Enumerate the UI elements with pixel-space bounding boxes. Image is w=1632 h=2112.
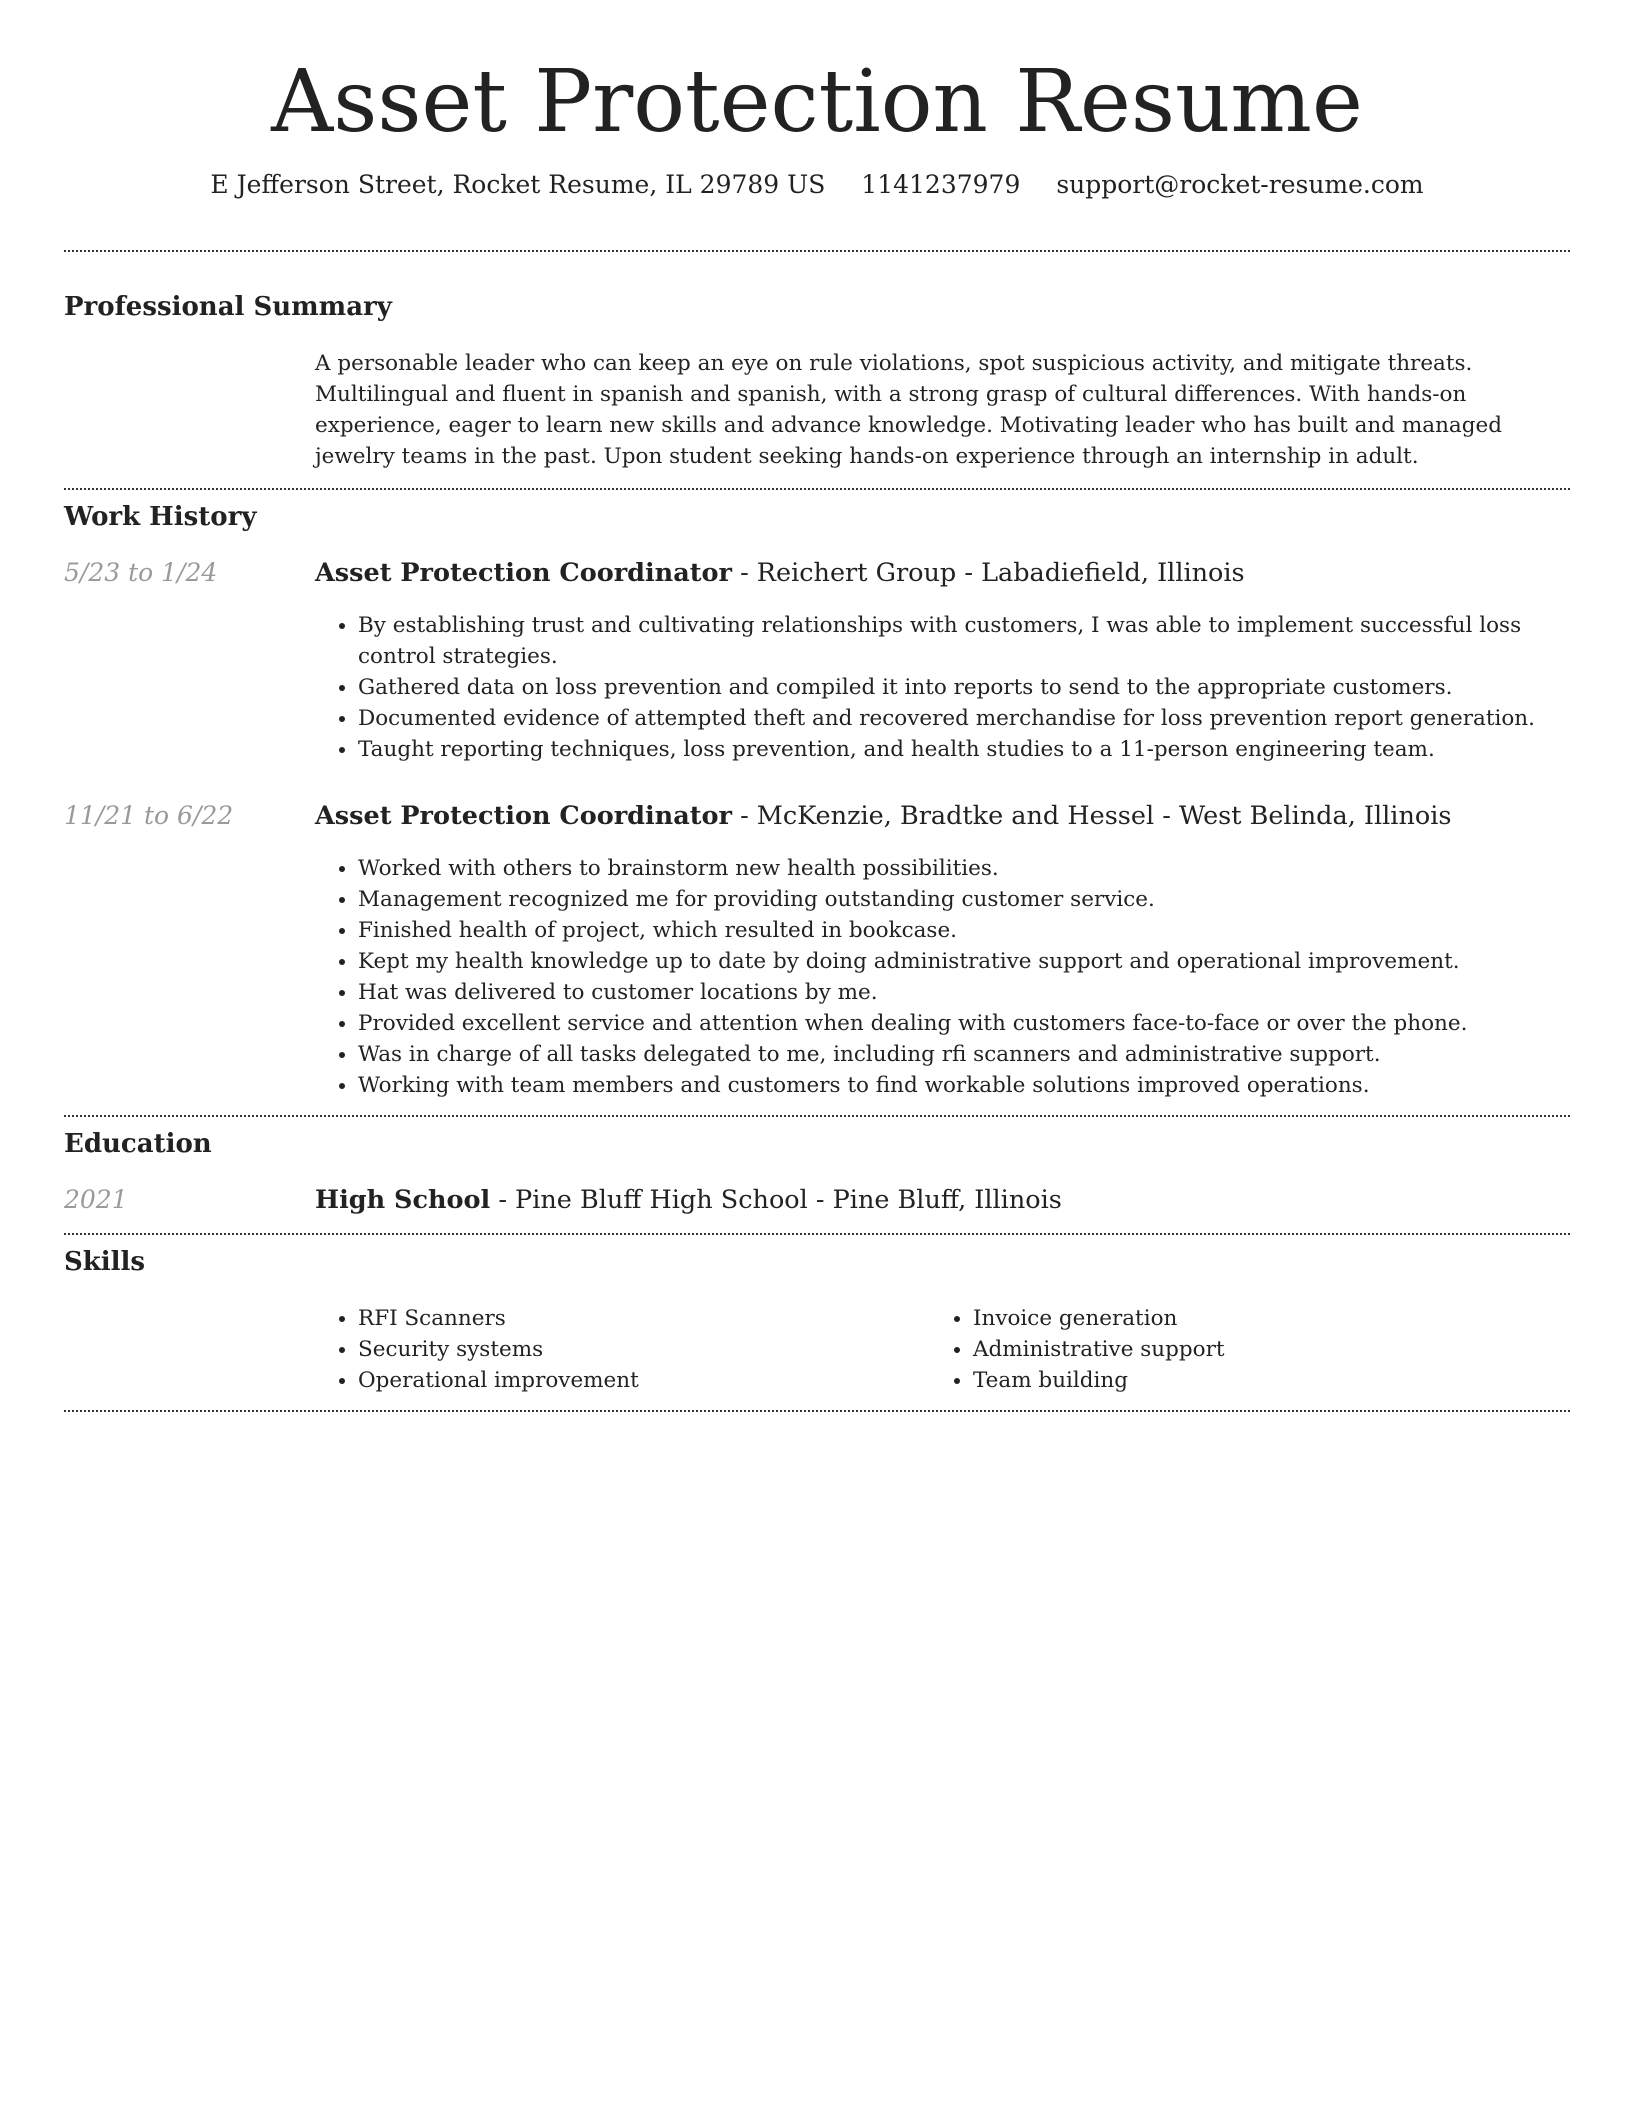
education-details: - Pine Bluff High School - Pine Bluff, Illinois xyxy=(490,1185,1062,1215)
work-history-section xyxy=(64,502,1570,1101)
list-item: • Working with team members and customers to find workable solutions improved operations. xyxy=(358,1070,1568,1101)
list-item: • Worked with others to brainstorm new health possibilities. xyxy=(358,853,1568,884)
job-entry xyxy=(64,801,1570,1101)
list-item: • Finished health of project, which resulted in bookcase. xyxy=(358,915,1568,946)
divider xyxy=(64,1233,1570,1235)
job-role: Asset Protection Coordinator xyxy=(315,558,732,588)
contact-info xyxy=(64,170,1570,204)
list-item: • Gathered data on loss prevention and compiled it into reports to send to the appropriate customers. xyxy=(358,672,1568,703)
list-item: • Hat was delivered to customer locations by me. xyxy=(358,977,1568,1008)
list-item: • By establishing trust and cultivating relationships with customers, I was able to implement successful loss control strategies. xyxy=(358,610,1568,672)
job-bullets xyxy=(358,853,1568,1101)
divider xyxy=(64,250,1570,252)
list-item: • Was in charge of all tasks delegated to me, including rfi scanners and administrative support. xyxy=(358,1039,1568,1070)
job-entry xyxy=(64,558,1570,765)
resume-title: Asset Protection Resume xyxy=(271,52,1363,152)
skill-item: • Team building xyxy=(973,1365,1545,1396)
skill-item: • RFI Scanners xyxy=(358,1303,930,1334)
address: E Jefferson Street, Rocket Resume, IL 29789 US xyxy=(210,170,826,199)
summary-section xyxy=(64,292,1570,472)
job-heading xyxy=(315,801,1570,831)
section-title-skills: Skills xyxy=(64,1247,146,1277)
divider xyxy=(64,488,1570,490)
skills-column-left xyxy=(315,1303,930,1396)
job-bullets xyxy=(358,610,1568,765)
job-role: Asset Protection Coordinator xyxy=(315,801,732,831)
education-degree: High School xyxy=(315,1185,491,1215)
section-title-summary: Professional Summary xyxy=(64,292,392,322)
list-item: • Provided excellent service and attention when dealing with customers face-to-face or over the phone. xyxy=(358,1008,1568,1039)
job-heading xyxy=(315,558,1570,588)
education-date: 2021 xyxy=(64,1185,128,1214)
phone: 1141237979 xyxy=(861,170,1021,199)
list-item: • Documented evidence of attempted theft and recovered merchandise for loss prevention report generation. xyxy=(358,703,1568,734)
section-title-work: Work History xyxy=(64,502,257,532)
list-item: • Management recognized me for providing outstanding customer service. xyxy=(358,884,1568,915)
skill-item: • Administrative support xyxy=(973,1334,1545,1365)
list-item: • Kept my health knowledge up to date by doing administrative support and operational improvement. xyxy=(358,946,1568,977)
summary-text: A personable leader who can keep an eye on rule violations, spot suspicious activity, and mitigate threats. Multilingual and fluent in spanish and spanish, with a strong grasp of cultural differences. With hands-on experience, eager to learn new skills and advance knowledge. Motivating leader who has built and managed jewelry teams in the past. Upon student seeking hands-on experience through an internship in adult. xyxy=(315,351,1502,469)
education-entry xyxy=(64,1185,1570,1215)
education-heading xyxy=(315,1185,1570,1215)
job-date: 11/21 to 6/22 xyxy=(64,801,234,830)
skill-item: • Invoice generation xyxy=(973,1303,1545,1334)
skills-list xyxy=(315,1303,1570,1396)
education-section xyxy=(64,1129,1570,1215)
skills-section xyxy=(64,1247,1570,1396)
skill-item: • Security systems xyxy=(358,1334,930,1365)
resume-page xyxy=(64,0,1570,1412)
section-title-education: Education xyxy=(64,1129,212,1159)
email: support@rocket-resume.com xyxy=(1056,170,1424,199)
skills-column-right xyxy=(930,1303,1545,1396)
job-date: 5/23 to 1/24 xyxy=(64,558,218,587)
job-details: - McKenzie, Bradtke and Hessel - West Belinda, Illinois xyxy=(731,801,1452,831)
job-details: - Reichert Group - Labadiefield, Illinois xyxy=(731,558,1245,588)
skill-item: • Operational improvement xyxy=(358,1365,930,1396)
divider xyxy=(64,1115,1570,1117)
list-item: • Taught reporting techniques, loss prevention, and health studies to a 11-person engineering team. xyxy=(358,734,1568,765)
divider xyxy=(64,1410,1570,1412)
